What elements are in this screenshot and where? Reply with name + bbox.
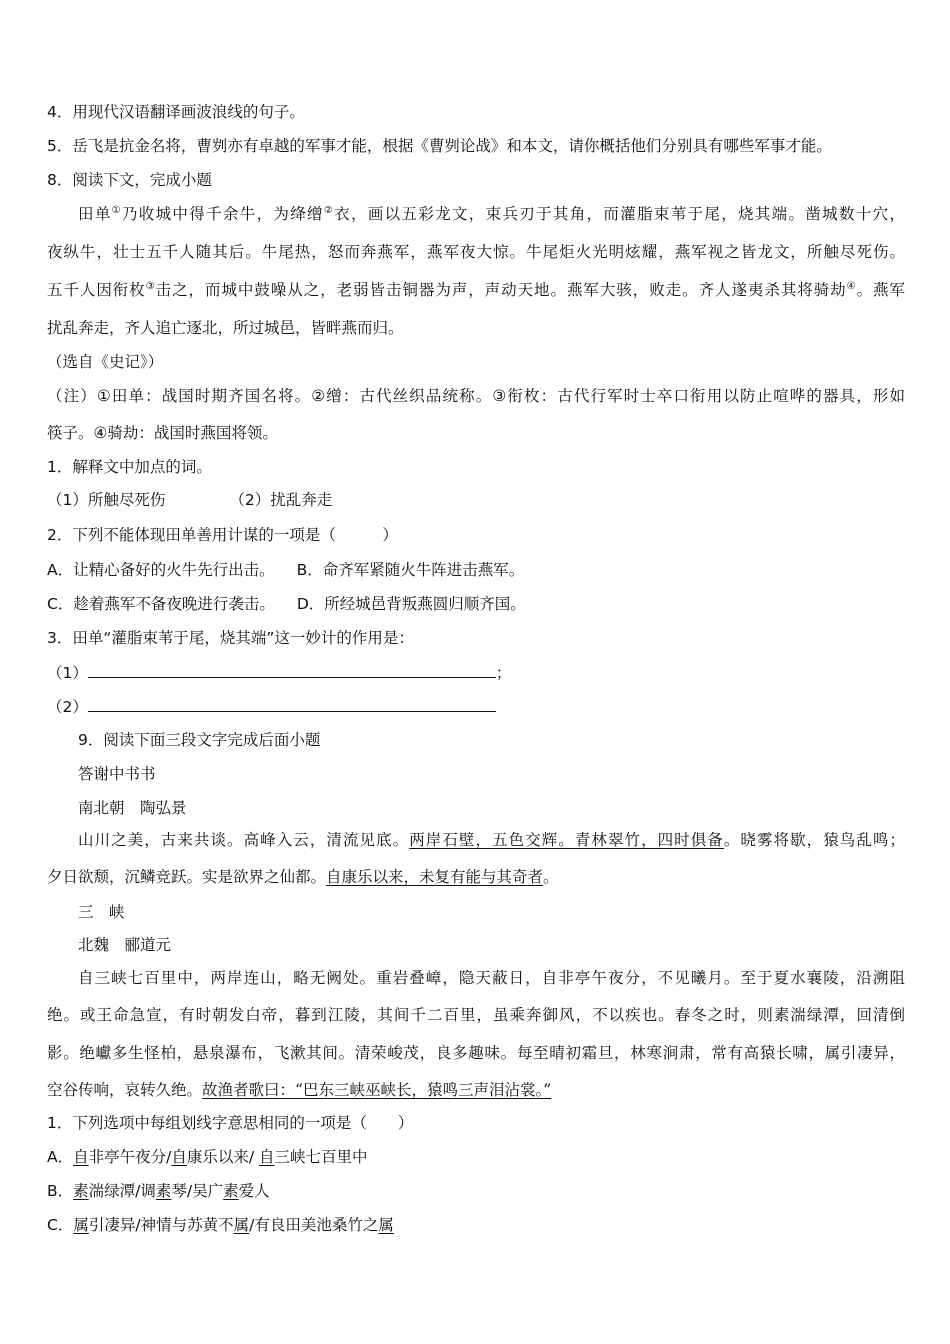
source-note: （选自《史记》）: [47, 353, 164, 371]
annotation-line-1: （注）①田单：战国时期齐国名将。②缯：古代丝织品统称。③衔枚：古代行军时士卒口衔用以防止喧哗的器具，形如: [47, 387, 905, 405]
option-b[interactable]: B．命齐军紧随火牛阵进击燕军。: [296, 561, 525, 579]
passage-8-line-2: 夜纵牛，壮士五千人随其后。牛尾热，怒而奔燕军，燕军夜大惊。牛尾炬火光明炫耀，燕军视之皆龙文，所触尽死伤。: [47, 243, 905, 261]
sub-question-1-items: [47, 489, 332, 511]
text-1-title: 答谢中书书: [78, 765, 156, 783]
option-b[interactable]: B．素湍绿潭/调素琴/吴广素爱人: [47, 1182, 270, 1200]
passage-8-line-3: 五千人因衔枚③击之，而城中鼓噪从之，老弱皆击铜器为声，声动天地。燕军大骇，败走。齐人遂夷杀其将骑劫④。燕军: [47, 280, 905, 299]
question-5: 5．岳飞是抗金名将，曹刿亦有卓越的军事才能，根据《曹刿论战》和本文，请你概括他们分别具有哪些军事才能。: [47, 137, 832, 155]
option-a[interactable]: A．自非亭午夜分/自康乐以来/ 自三峡七百里中: [47, 1148, 368, 1166]
underlined-phrase: 故渔者歌曰：“巴东三峡巫峡长，猿鸣三声泪沾裳。”: [202, 1081, 552, 1099]
answer-blank-2[interactable]: [88, 697, 496, 712]
text-1-author: 南北朝 陶弘景: [78, 799, 187, 817]
text-2-line-3: 影。绝巘多生怪柏，悬泉瀑布，飞漱其间。清荣峻茂，良多趣味。每至晴初霜旦，林寒涧肃，常有高猿长啸，属引凄异，: [47, 1044, 905, 1062]
options-ab: [47, 559, 524, 581]
underlined-phrase: 两岸石壁，五色交辉。青林翠竹，四时俱备: [409, 831, 724, 849]
item-2: （2）扰乱奔走: [229, 491, 333, 509]
item-1: （1）所触尽死伤: [47, 491, 166, 509]
answer-line-2: （2）: [47, 696, 496, 718]
answer-blank-1[interactable]: [88, 663, 496, 678]
text-1-line-1: 山川之美，古来共谈。高峰入云，清流见底。两岸石壁，五色交辉。青林翠竹，四时俱备。晓雾将歇，猿鸟乱鸣；: [78, 831, 905, 849]
section-8-heading: 8．阅读下文，完成小题: [47, 171, 212, 189]
text-2-line-4: 空谷传响，哀转久绝。故渔者歌曰：“巴东三峡巫峡长，猿鸣三声泪沾裳。”: [47, 1081, 552, 1099]
text-1-line-2: 夕日欲颓，沉鳞竞跃。实是欲界之仙都。自康乐以来，未复有能与其奇者。: [47, 868, 559, 886]
annotation-line-2: 筷子。④骑劫：战国时燕国将领。: [47, 424, 278, 442]
sub-question-1: 1．解释文中加点的词。: [47, 458, 212, 476]
section-9-heading: 9．阅读下面三段文字完成后面小题: [78, 731, 321, 749]
sub-question-2: 2．下列不能体现田单善用计谋的一项是（ ）: [47, 526, 398, 544]
text-2-line-2: 绝。或王命急宣，有时朝发白帝，暮到江陵，其间千二百里，虽乘奔御风，不以疾也。春冬之时，则素湍绿潭，回清倒: [47, 1006, 905, 1024]
option-a[interactable]: A．让精心备好的火牛先行出击。: [47, 561, 275, 579]
passage-8-line-4: 扰乱奔走，齐人追亡逐北，所过城邑，皆畔燕而归。: [47, 319, 404, 337]
text-2-author: 北魏 郦道元: [78, 936, 172, 954]
passage-8-line-1: 田单①乃收城中得千余牛，为绛缯②衣，画以五彩龙文，束兵刃于其角，而灌脂束苇于尾，烧其端。凿城数十穴，: [78, 204, 905, 223]
options-cd: [47, 593, 526, 615]
question-4: 4．用现代汉语翻译画波浪线的句子。: [47, 103, 305, 121]
answer-line-1: （1） ；: [47, 664, 512, 682]
sub-question-3: 3．田单“灌脂束苇于尾，烧其端”这一妙计的作用是：: [47, 629, 414, 647]
text-2-line-1: 自三峡七百里中，两岸连山，略无阙处。重岩叠嶂，隐天蔽日，自非亭午夜分，不见曦月。至于夏水襄陵，沿溯阻: [78, 969, 905, 987]
underlined-phrase: 自康乐以来，未复有能与其奇者: [326, 868, 544, 886]
text-2-title: 三 峡: [78, 903, 125, 921]
option-d[interactable]: D．所经城邑背叛燕圆归顺齐国。: [296, 595, 526, 613]
section-9-question-1: 1．下列选项中每组划线字意思相同的一项是（ ）: [47, 1114, 414, 1132]
option-c[interactable]: C．属引凄异/神情与苏黄不属/有良田美池桑竹之属: [47, 1216, 394, 1234]
option-c[interactable]: C．趁着燕军不备夜晚进行袭击。: [47, 595, 275, 613]
